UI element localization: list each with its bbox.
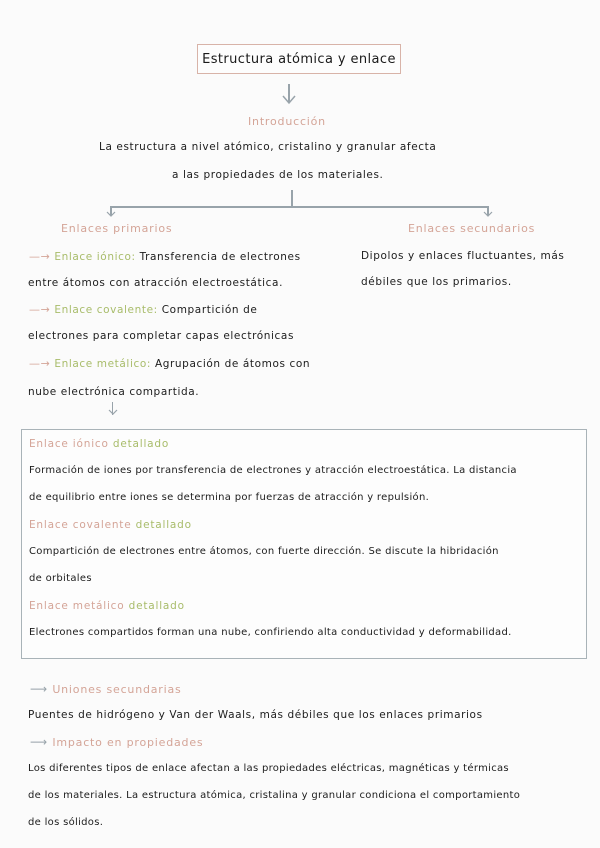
- uniones-text: Puentes de hidrógeno y Van der Waals, más débiles que los enlaces primarios: [28, 709, 483, 721]
- impacto-heading-row: [30, 735, 203, 749]
- arrow-right-icon: —→: [29, 357, 51, 370]
- primarios-item-covalente-cont: electrones para completar capas electrónicas: [28, 330, 295, 342]
- arrow-down-icon: [106, 211, 116, 218]
- primarios-item-ionico-cont: entre átomos con atracción electroestática.: [28, 277, 284, 289]
- item-label: Enlace metálico:: [54, 358, 151, 370]
- detail-title-a: Enlace iónico: [29, 438, 109, 450]
- arrow-down-icon: [281, 94, 297, 106]
- intro-heading: Introducción: [248, 115, 326, 128]
- intro-line-1: La estructura a nivel atómico, cristalino y granular afecta: [99, 141, 437, 153]
- detail-ionico-line-1: Formación de iones por transferencia de electrones y atracción electroestática. La distancia: [29, 465, 517, 476]
- intro-line-2: a las propiedades de los materiales.: [172, 169, 384, 181]
- arrow-right-icon: ⟶: [30, 682, 49, 696]
- detail-box: [21, 429, 587, 659]
- detail-ionico-line-2: de equilibrio entre iones se determina por fuerzas de atracción y repulsión.: [29, 492, 430, 503]
- primarios-item-ionico: [29, 250, 301, 263]
- impacto-line-1: Los diferentes tipos de enlace afectan a las propiedades eléctricas, magnéticas y térmicas: [28, 763, 509, 774]
- arrow-down-icon: [483, 211, 493, 218]
- page-title-text: Estructura atómica y enlace: [202, 51, 396, 67]
- detail-metalico-line-1: Electrones compartidos forman una nube, confiriendo alta conductividad y deformabilidad.: [29, 627, 512, 638]
- secundarios-heading: Enlaces secundarios: [408, 222, 536, 235]
- detail-title-b: detallado: [128, 600, 185, 612]
- primarios-heading: Enlaces primarios: [61, 222, 173, 235]
- arrow-right-icon: —→: [29, 250, 51, 263]
- uniones-heading-row: [30, 682, 182, 696]
- detail-title-b: detallado: [135, 519, 192, 531]
- connector-branch-bar: [110, 206, 488, 208]
- item-text: Transferencia de electrones: [139, 251, 301, 263]
- primarios-item-covalente: [29, 303, 257, 316]
- detail-title-a: Enlace covalente: [29, 519, 132, 531]
- detail-title-b: detallado: [112, 438, 170, 450]
- detail-covalente-line-1: Compartición de electrones entre átomos, con fuerte dirección. Se discute la hibridación: [29, 546, 499, 557]
- uniones-heading: Uniones secundarias: [52, 683, 182, 696]
- impacto-heading: Impacto en propiedades: [52, 736, 204, 749]
- page-title: [197, 44, 401, 74]
- detail-covalente-line-2: de orbitales: [29, 573, 92, 584]
- detail-ionico-title: [29, 438, 169, 450]
- item-label: Enlace iónico:: [54, 251, 136, 263]
- secundarios-line-1: Dipolos y enlaces fluctuantes, más: [361, 250, 565, 262]
- primarios-item-metalico: [29, 357, 310, 370]
- detail-metalico-title: [29, 600, 185, 612]
- item-text: Compartición de: [161, 304, 258, 316]
- secundarios-line-2: débiles que los primarios.: [361, 276, 512, 288]
- impacto-line-3: de los sólidos.: [28, 817, 104, 828]
- item-text: Agrupación de átomos con: [154, 358, 311, 370]
- item-label: Enlace covalente:: [54, 304, 158, 316]
- connector-branch-stem: [291, 190, 293, 206]
- detail-covalente-title: [29, 519, 192, 531]
- primarios-item-metalico-cont: nube electrónica compartida.: [28, 386, 200, 398]
- detail-title-a: Enlace metálico: [29, 600, 125, 612]
- arrow-right-icon: ⟶: [30, 735, 49, 749]
- arrow-right-icon: —→: [29, 303, 51, 316]
- arrow-down-icon: [108, 409, 118, 416]
- impacto-line-2: de los materiales. La estructura atómica, cristalina y granular condiciona el comportamiento: [28, 790, 521, 801]
